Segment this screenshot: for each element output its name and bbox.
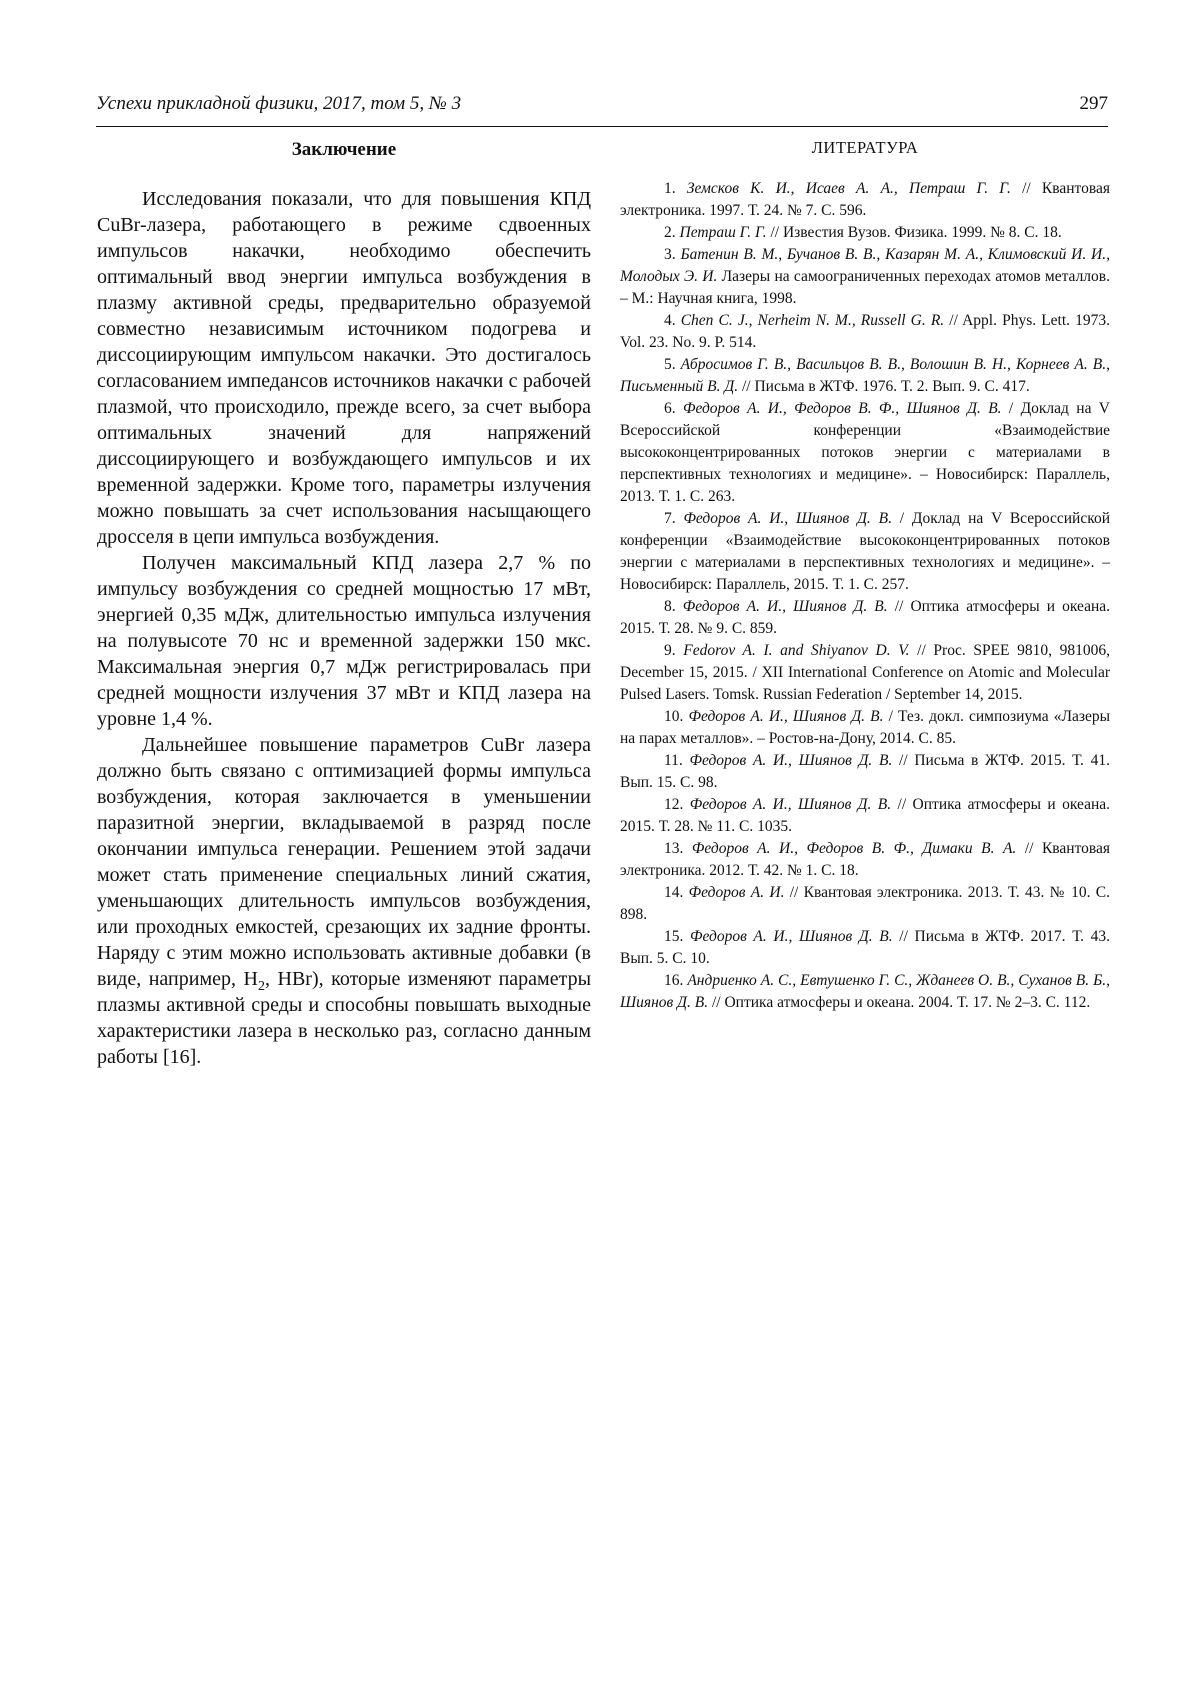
ref-authors: Федоров А. И., Шиянов Д. В. xyxy=(690,928,893,945)
ref-authors: Земсков К. И., Исаев А. А., Петраш Г. Г. xyxy=(686,180,1011,197)
reference-item xyxy=(620,222,1110,244)
ref-authors: Федоров А. И., Шиянов Д. В. xyxy=(683,510,892,527)
reference-item xyxy=(620,794,1110,838)
running-header xyxy=(96,93,1108,115)
ref-source: / Доклад на V Всероссийской конференции «Взаимодействие высококонцентрированных потоков энергии с материалами в перспективных технологиях и медицине». – Новосибирск: Параллель, 2013. Т. 1. С. 263. xyxy=(620,400,1110,505)
ref-source: // Оптика атмосферы и океана. 2015. Т. 28. № 9. С. 859. xyxy=(620,598,1111,637)
ref-source: // Письма в ЖТФ. 2015. Т. 41. Вып. 15. С. 98. xyxy=(620,752,1110,791)
reference-item xyxy=(620,970,1110,1014)
ref-number: 2. xyxy=(664,224,680,241)
reference-item xyxy=(620,706,1110,750)
ref-source: // Известия Вузов. Физика. 1999. № 8. С. 18. xyxy=(766,224,1062,241)
ref-authors: Fedorov A. I. and Shiyanov D. V. xyxy=(683,642,910,659)
ref-number: 1. xyxy=(664,180,687,197)
reference-item xyxy=(620,398,1110,508)
reference-item xyxy=(620,596,1110,640)
ref-number: 11. xyxy=(664,752,690,769)
ref-number: 4. xyxy=(664,312,681,329)
ref-number: 12. xyxy=(664,796,690,813)
ref-source: // Квантовая электроника. 2013. Т. 43. № 10. С. 898. xyxy=(620,884,1110,923)
conclusion-paragraph-1: Исследования показали, что для повышения КПД CuBr-лазера, работающего в режиме сдвоенных импульсов накачки, необходимо обеспечить оптимальный ввод энергии импульса возбуждения в плазму активной среды, предварительно образуемой совместно независимым источником подогрева и диссоциирующим импульсом накачки. Это достигалось согласованием импедансов источников накачки с рабочей плазмой, что происходило, прежде всего, за счет выбора оптимальных значений для напряжений диссоциирующего и возбуждающего импульсов и их временной задержки. Кроме того, параметры излучения можно повышать за счет использования насыщающего дросселя в цепи импульса возбуждения. xyxy=(97,188,591,548)
reference-item xyxy=(620,354,1110,398)
reference-item xyxy=(620,838,1110,882)
page-number: 297 xyxy=(1079,93,1108,114)
conclusion-paragraph-3 xyxy=(97,732,591,1070)
reference-item xyxy=(620,926,1110,970)
paragraph-3-part-a: Дальнейшее повышение параметров CuBr лазера должно быть связано с оптимизацией формы импульса возбуждения, которая заключается в уменьшении паразитной энергии, вкладываемой в разряд после окончании импульса генерации. Решением этой задачи может стать применение специальных линий сжатия, уменьшающих длительность импульсов возбуждения, или проходных емкостей, срезающих их задние фронты. Наряду с этим можно использовать активные добавки (в виде, например, H xyxy=(97,734,591,990)
ref-source: // Proc. SPEE 9810, 981006, December 15, 2015. / XII International Conference on Atomic and Molecular Pulsed Lasers. Tomsk. Russian Federation / September 14, 2015. xyxy=(620,642,1111,703)
ref-authors: Андриенко А. С., Евтушенко Г. С., Жданеев О. В., Суханов В. Б., Шиянов Д. В. xyxy=(620,972,1110,1011)
references-section xyxy=(620,138,1110,1014)
ref-number: 5. xyxy=(664,356,681,373)
reference-item xyxy=(620,178,1110,222)
ref-number: 9. xyxy=(664,642,684,659)
ref-source: // Оптика атмосферы и океана. 2015. Т. 28. № 11. С. 1035. xyxy=(620,796,1110,835)
ref-number: 15. xyxy=(664,928,691,945)
ref-number: 16. xyxy=(664,972,688,989)
ref-authors: Федоров А. И., Шиянов Д. В. xyxy=(689,796,892,813)
ref-source: // Квантовая электроника. 1997. Т. 24. № 7. С. 596. xyxy=(620,180,1110,219)
ref-source: // Appl. Phys. Lett. 1973. Vol. 23. No. 9. P. 514. xyxy=(620,312,1110,351)
references-list xyxy=(620,178,1110,1014)
reference-item xyxy=(620,508,1110,596)
ref-number: 10. xyxy=(664,708,689,725)
ref-source: // Письма в ЖТФ. 1976. Т. 2. Вып. 9. С. 417. xyxy=(738,378,1030,395)
ref-authors: Федоров А. И., Шиянов Д. В. xyxy=(682,598,888,615)
reference-item xyxy=(620,640,1110,706)
ref-authors: Федоров А. И., Шиянов Д. В. xyxy=(689,752,893,769)
ref-authors: Федоров А. И., Федоров В. Ф., Шиянов Д. В. xyxy=(682,400,1002,417)
ref-authors: Батенин В. М., Бучанов В. В., Казарян М. А., Климовский И. И., Молодых Э. И. xyxy=(620,246,1111,285)
journal-title: Успехи прикладной физики, 2017, том 5, № 3 xyxy=(96,93,462,114)
references-title: ЛИТЕРАТУРА xyxy=(811,138,919,157)
ref-source: / Тез. докл. симпозиума «Лазеры на парах металлов». – Ростов-на-Дону, 2014. С. 85. xyxy=(620,708,1111,747)
ref-number: 3. xyxy=(664,246,681,263)
header-rule xyxy=(96,126,1108,127)
ref-number: 7. xyxy=(664,510,684,527)
paragraph-3-part-b: , HBr), которые изменяют параметры плазмы активной среды и способны повышать выходные характеристики лазера в несколько раз, согласно данным работы [16]. xyxy=(97,968,592,1068)
ref-source: // Квантовая электроника. 2012. Т. 42. № 1. С. 18. xyxy=(620,840,1111,879)
ref-source: Лазеры на самоограниченных переходах атомов металлов. – М.: Научная книга, 1998. xyxy=(620,268,1110,307)
ref-number: 14. xyxy=(664,884,689,901)
ref-authors: Федоров А. И., Шиянов Д. В. xyxy=(688,708,884,725)
ref-number: 6. xyxy=(664,400,683,417)
ref-authors: Петраш Г. Г. xyxy=(679,224,767,241)
ref-source: // Письма в ЖТФ. 2017. Т. 43. Вып. 5. С. 10. xyxy=(620,928,1110,967)
subscript-2: 2 xyxy=(257,979,265,994)
ref-number: 13. xyxy=(664,840,692,857)
conclusion-title: Заключение xyxy=(291,139,397,160)
conclusion-section xyxy=(97,138,591,1070)
ref-authors: Федоров А. И. xyxy=(688,884,785,901)
ref-authors: Федоров А. И., Федоров В. Ф., Димаки В. А. xyxy=(691,840,1017,857)
reference-item xyxy=(620,882,1110,926)
reference-item xyxy=(620,244,1110,310)
ref-source: // Оптика атмосферы и океана. 2004. Т. 17. № 2–3. С. 112. xyxy=(708,994,1091,1011)
ref-source: / Доклад на V Всероссийской конференции «Взаимодействие высококонцентрированных потоков энергии с материалами в перспективных технологиях и медицине». – Новосибирск: Параллель, 2015. Т. 1. С. 257. xyxy=(620,510,1111,593)
ref-authors: Абросимов Г. В., Васильцов В. В., Волошин В. Н., Корнеев А. В., Письменный В. Д. xyxy=(620,356,1110,395)
reference-item xyxy=(620,750,1110,794)
ref-number: 8. xyxy=(664,598,683,615)
ref-authors: Chen C. J., Nerheim N. M., Russell G. R. xyxy=(680,312,945,329)
reference-item xyxy=(620,310,1110,354)
conclusion-paragraph-2: Получен максимальный КПД лазера 2,7 % по импульсу возбуждения со средней мощностью 17 мВт, энергией 0,35 мДж, длительностью импульса излучения на полувысоте 70 нс и временной задержки 150 мкс. Максимальная энергия 0,7 мДж регистрировалась при средней мощности излучения 37 мВт и КПД лазера на уровне 1,4 %. xyxy=(97,552,591,730)
